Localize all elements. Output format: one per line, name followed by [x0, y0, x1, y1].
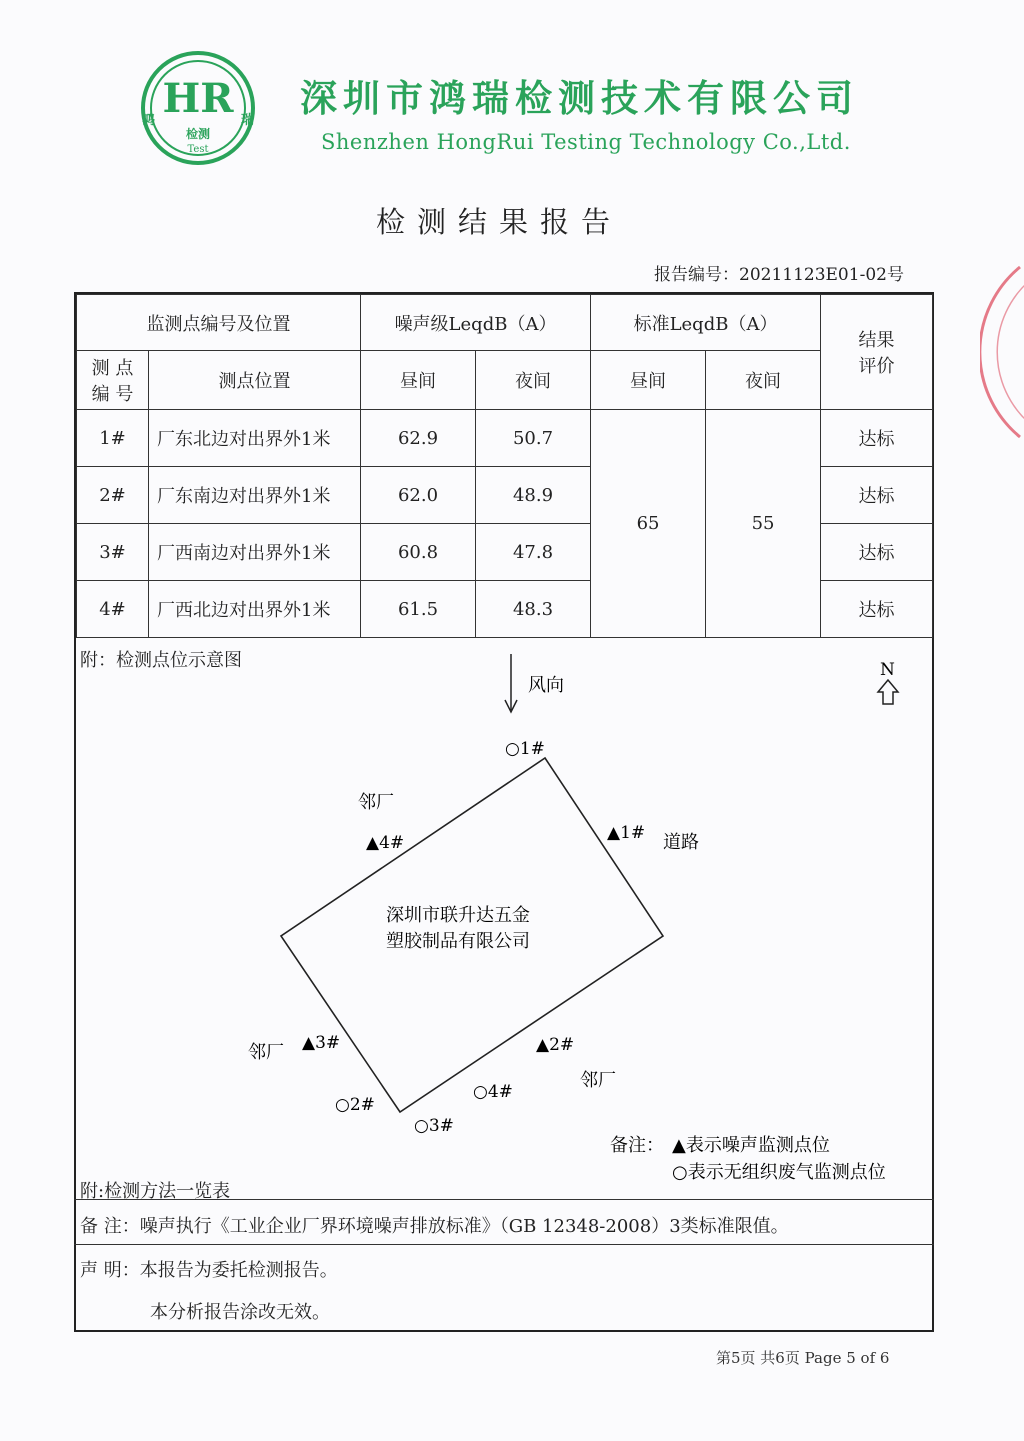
- gas-point-3: ○3#: [414, 1116, 454, 1136]
- header-standard-group: 标准LeqdB（A）: [591, 295, 821, 351]
- night-value: 48.9: [476, 467, 591, 524]
- std-night-value: 55: [706, 410, 821, 638]
- logo-right-char: 瑞: [241, 113, 255, 128]
- company-name-en: Shenzhen HongRui Testing Technology Co.,Ltd.: [321, 130, 851, 154]
- point-location: 厂东南边对出界外1米: [149, 467, 361, 524]
- road-label: 道路: [663, 832, 699, 853]
- red-seal-stamp: [980, 262, 1024, 442]
- logo-sub-cn: 检测: [185, 127, 211, 141]
- header-point-no: [77, 351, 149, 410]
- north-arrow-icon: [878, 680, 898, 704]
- gas-point-2: ○2#: [335, 1095, 375, 1115]
- gas-point-4: ○4#: [473, 1082, 513, 1102]
- header-std-night: 夜间: [706, 351, 821, 410]
- header-location: 测点位置: [149, 351, 361, 410]
- header-result: [821, 295, 933, 410]
- company-label-line1: 深圳市联升达五金: [386, 905, 530, 926]
- report-number: 报告编号：20211123E01-02号: [654, 265, 904, 285]
- header-point-no-line1: 测 点: [91, 358, 134, 379]
- gas-point-1: ○1#: [505, 739, 545, 759]
- logo-sub-en: Test: [187, 144, 209, 155]
- result-value: 达标: [821, 410, 933, 467]
- report-title: 检测结果报告: [376, 205, 623, 239]
- point-no: 4#: [77, 581, 149, 638]
- header-night: 夜间: [476, 351, 591, 410]
- day-value: 61.5: [361, 581, 476, 638]
- point-location: 厂西北边对出界外1米: [149, 581, 361, 638]
- site-diagram: [74, 640, 934, 1200]
- result-value: 达标: [821, 581, 933, 638]
- night-value: 47.8: [476, 524, 591, 581]
- wind-label: 风向: [528, 675, 564, 696]
- table-row: [77, 410, 933, 467]
- result-value: 达标: [821, 467, 933, 524]
- point-no: 3#: [77, 524, 149, 581]
- results-table: [76, 294, 933, 638]
- night-value: 48.3: [476, 581, 591, 638]
- statement-line1: 声 明：本报告为委托检测报告。: [80, 1260, 338, 1281]
- point-no: 1#: [77, 410, 149, 467]
- std-day-value: 65: [591, 410, 706, 638]
- header-std-day: 昼间: [591, 351, 706, 410]
- legend-noise: ▲表示噪声监测点位: [672, 1135, 830, 1156]
- point-location: 厂东北边对出界外1米: [149, 410, 361, 467]
- divider-statement: [74, 1244, 934, 1245]
- divider-remark: [74, 1199, 934, 1200]
- diagram-caption: 附：检测点位示意图: [80, 650, 242, 671]
- noise-point-1: ▲1#: [607, 823, 646, 843]
- neighbor-label-se: 邻厂: [580, 1070, 616, 1091]
- header-day: 昼间: [361, 351, 476, 410]
- point-no: 2#: [77, 467, 149, 524]
- page-footer: 第5页 共6页 Page 5 of 6: [716, 1349, 890, 1367]
- day-value: 62.9: [361, 410, 476, 467]
- wind-arrow-icon: [505, 654, 517, 712]
- noise-point-4: ▲4#: [366, 833, 405, 853]
- header-point-group: 监测点编号及位置: [77, 295, 361, 351]
- north-label: N: [880, 660, 895, 680]
- legend-gas: ○表示无组织废气监测点位: [672, 1162, 886, 1183]
- day-value: 60.8: [361, 524, 476, 581]
- neighbor-label-nw: 邻厂: [358, 792, 394, 813]
- company-logo: [140, 50, 256, 166]
- noise-point-3: ▲3#: [302, 1033, 341, 1053]
- legend-prefix: 备注：: [610, 1135, 664, 1156]
- statement-line2: 本分析报告涂改无效。: [150, 1302, 330, 1323]
- header-result-line1: 结果: [858, 330, 895, 351]
- method-caption: 附:检测方法一览表: [80, 1181, 231, 1202]
- header-result-line2: 评价: [858, 356, 895, 377]
- company-label-line2: 塑胶制品有限公司: [386, 931, 530, 952]
- logo-text: HR: [162, 75, 234, 122]
- remark-text: 备 注：噪声执行《工业企业厂界环境噪声排放标准》（GB 12348-2008）3类标准限值。: [80, 1216, 789, 1237]
- result-value: 达标: [821, 524, 933, 581]
- company-name-cn: 深圳市鸿瑞检测技术有限公司: [300, 76, 859, 120]
- logo-left-char: 鸿: [142, 113, 156, 128]
- header-noise-group: 噪声级LeqdB（A）: [361, 295, 591, 351]
- day-value: 62.0: [361, 467, 476, 524]
- header-point-no-line2: 编 号: [91, 384, 134, 405]
- point-location: 厂西南边对出界外1米: [149, 524, 361, 581]
- noise-point-2: ▲2#: [536, 1035, 575, 1055]
- neighbor-label-sw: 邻厂: [248, 1042, 284, 1063]
- night-value: 50.7: [476, 410, 591, 467]
